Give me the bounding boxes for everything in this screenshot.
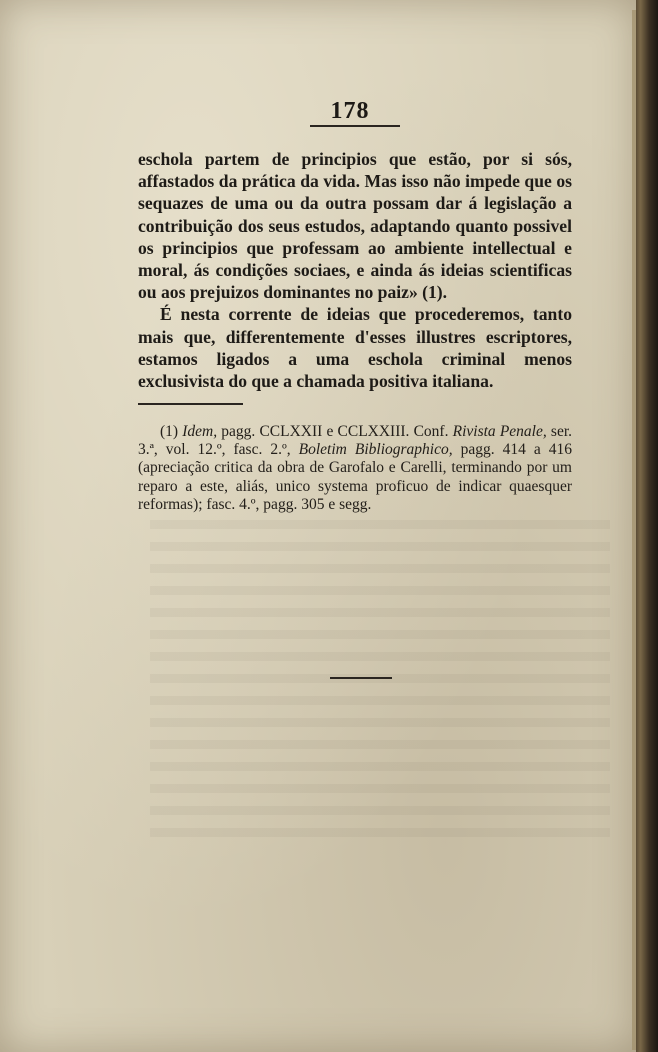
paragraph-2: É nesta corrente de ideias que procederemos, tanto mais que, differentemente d'esses illustres escriptores, estamos ligados a uma eschola criminal menos exclusivista do que a chamada positiva italiana. <box>138 304 572 392</box>
footnote-rivista: Rivista Penale, <box>452 423 547 440</box>
paragraph-1: eschola partem de principios que estão, por si sós, affastados da prática da vida. Mas isso não impede que os sequazes de uma ou da outra possam dar á legislação a contribuição dos seus estudos, adaptando quanto possivel os principios que professam ao ambiente intellectual e moral, ás condições sociaes, e ainda ás ideias scientificas ou aos prejuizos dominantes no paiz» (1). <box>138 149 572 303</box>
footnote-text-2: ser. 3.ª, vol. 12.º, fasc. 2.º, <box>138 423 573 459</box>
footnote-boletim: Boletim Bibliographico, <box>298 441 453 459</box>
footnote-1 <box>138 423 572 514</box>
header-rule <box>310 125 400 127</box>
footnote-rule <box>138 403 243 405</box>
footnote-marker: (1) <box>160 423 179 440</box>
footnote-text-1: pagg. CCLXXII e CCLXXIII. Conf. <box>217 423 453 440</box>
footnote-idem: Idem, <box>182 423 218 440</box>
end-rule <box>330 677 392 679</box>
body-text <box>138 148 572 392</box>
show-through-texture <box>150 520 610 850</box>
footnote-text-3: pagg. 414 a 416 (apreciação critica da obra de Garofalo e Carelli, terminando por um reparo a este, aliás, unico systema proficuo de indicar quaesquer reformas); fasc. 4.º, pagg. 305 e segg. <box>138 441 572 513</box>
footnote <box>138 423 572 514</box>
book-spine-edge <box>636 0 658 1052</box>
page-number: 178 <box>330 98 370 124</box>
